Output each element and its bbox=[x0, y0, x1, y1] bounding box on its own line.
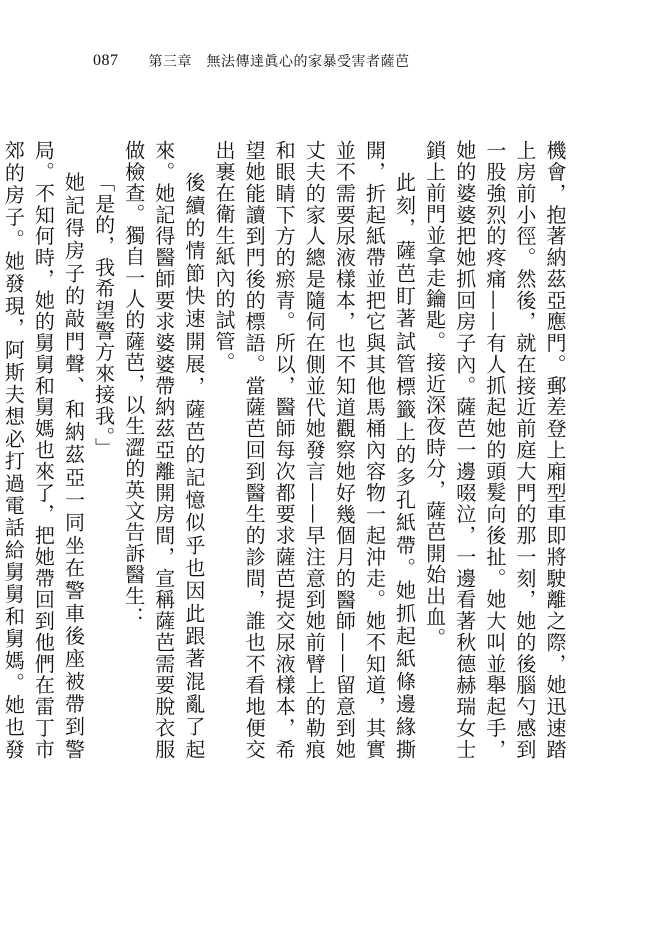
body-text bbox=[1, 140, 570, 760]
chapter-title: 第三章 無法傳達眞心的家暴受害者薩芭 bbox=[148, 54, 410, 70]
running-header bbox=[93, 50, 410, 72]
page-number: 087 bbox=[93, 52, 119, 69]
paragraph-continuation: 機會，抱著納茲亞應門。郵差登上廂型車即將駛離之際，她迅速踏上房前小徑。然後，就在接近前庭大門的那一刻，她的後腦勺感到一股強烈的疼痛——有人抓起她的頭髮向後扯。她大叫並舉起手，她的婆婆把她抓回房子內。薩芭一邊啜泣，一邊看著秋德赫瑞女士鎖上前門並拿走鑰匙。接近深夜時分，薩芭開始出血。 bbox=[422, 140, 567, 760]
paragraph: 她記得房子的敲門聲、和納茲亞一同坐在警車後座被帶到警局。不知何時，她的舅舅和舅媽也來了，把她帶回到他們在雷丁市郊的房子。她發現，阿斯夫想必打過電話給舅舅和舅媽。她也發 bbox=[1, 140, 86, 760]
paragraph: 後續的情節快速開展，薩芭的記憶似乎也因此跟著混亂了起來。她記得醫師要求婆婆帶納茲亞離開房間，宣稱薩芭需要脫衣服做檢查。獨自一人的薩芭，以生澀的英文告訴醫生： bbox=[121, 140, 206, 760]
paragraph: 此刻，薩芭盯著試管標籤上的多孔紙帶。她抓起紙條邊緣撕開，折起紙帶並把它與其他馬桶內容物一起沖走。她不知道，其實並不需要尿液樣本，也不知道觀察她好幾個月的醫師——留意到她丈夫的家人總是隨伺在側並代她發言——早注意到她前臂上的勒痕和眼睛下方的瘀青。所以，醫師每次都要求薩芭提交尿液樣本，希望她能讀到門後的標語。當薩芭回到醫生的診間，誰也不看地便交出裹在衛生紙內的試管。 bbox=[211, 140, 417, 760]
quote-paragraph: 「是的，我希望警方來接我。」 bbox=[91, 172, 116, 459]
